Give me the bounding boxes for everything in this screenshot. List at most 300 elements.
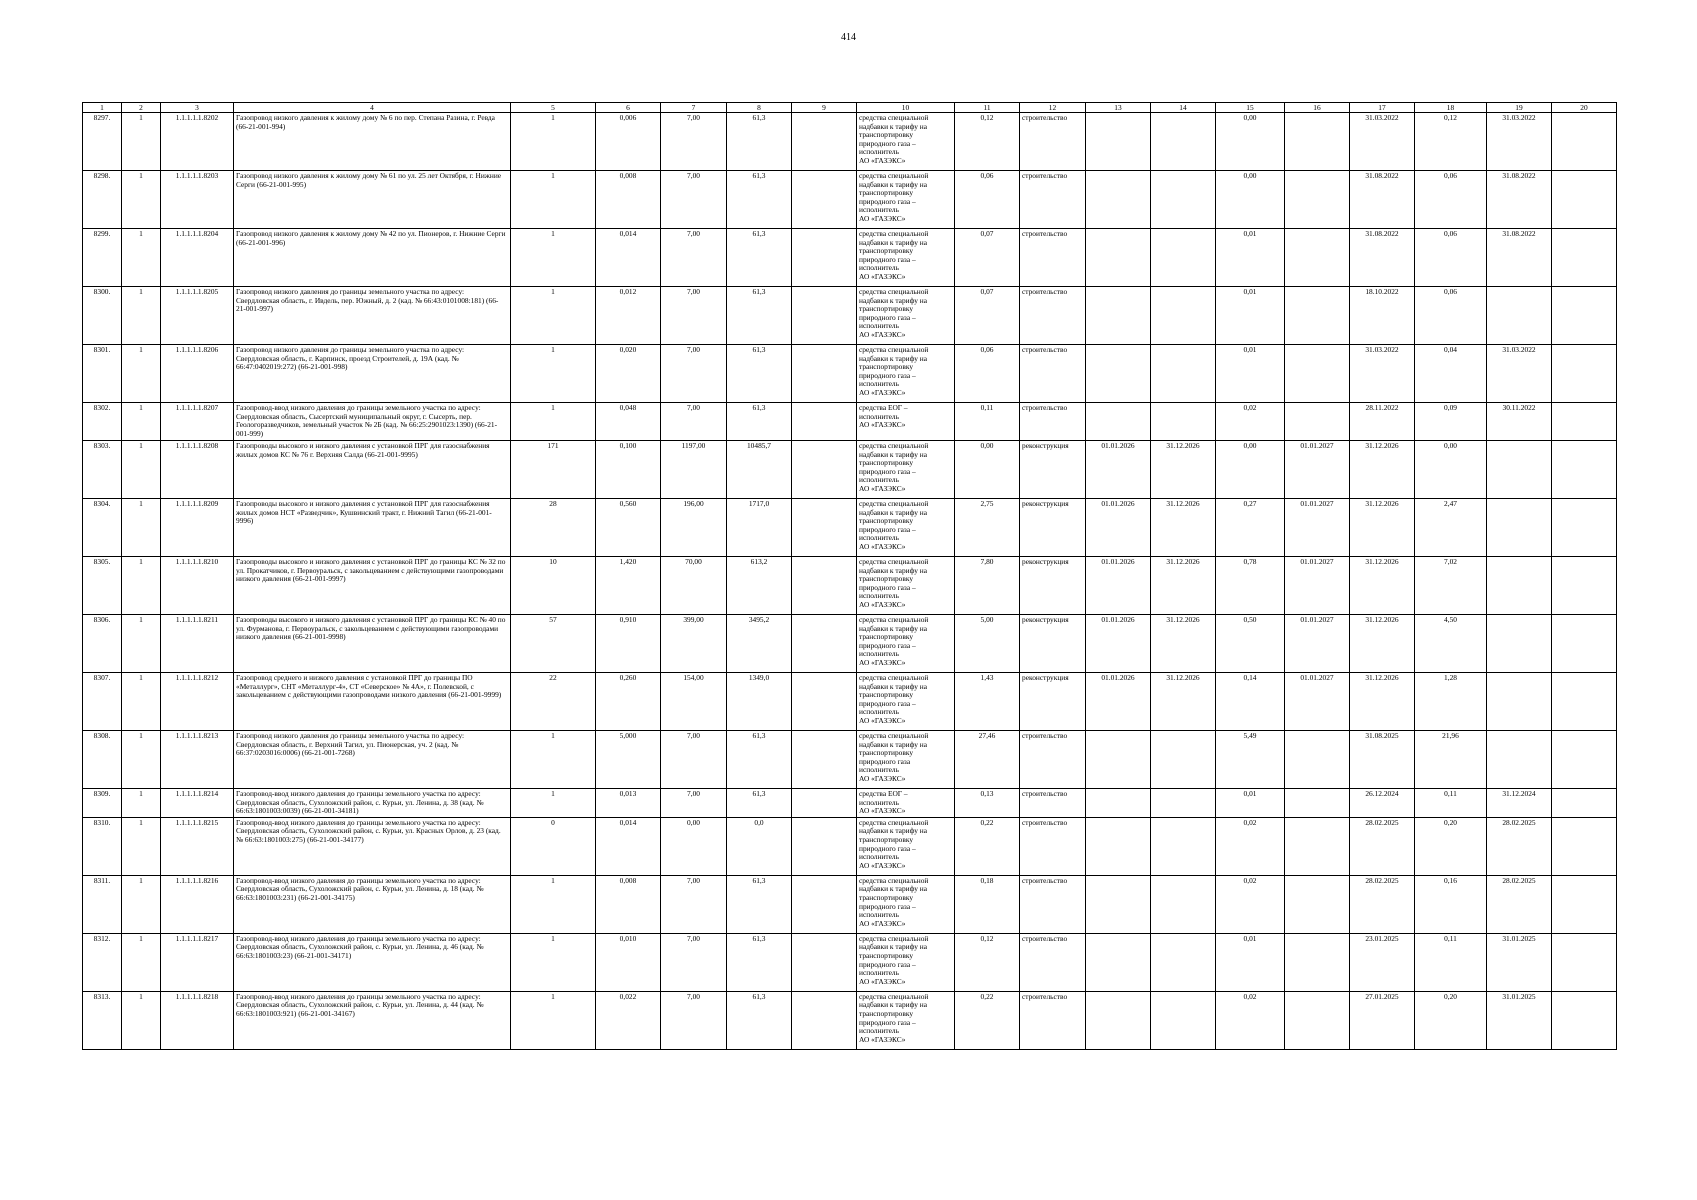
item-code-cell: 1.1.1.1.1.8203 bbox=[161, 171, 234, 229]
column-6-cell: 0,008 bbox=[596, 171, 661, 229]
column-header-19: 19 bbox=[1487, 103, 1552, 113]
start-date-cell bbox=[1086, 875, 1151, 933]
object-name-cell: Газопроводы высокого и низкого давления с установкой ПРГ до границы КС № 32 по ул. Прокатчиков, г. Первоуральск, с закольцеванием с действующими газопроводами низкого давления (66-21-001-9997) bbox=[234, 557, 511, 615]
end-date-cell bbox=[1151, 789, 1216, 818]
column-8-cell: 61,3 bbox=[727, 345, 792, 403]
column-19-cell: 31.08.2022 bbox=[1487, 171, 1552, 229]
item-code-cell: 1.1.1.1.1.8216 bbox=[161, 875, 234, 933]
column-5-cell: 1 bbox=[511, 789, 596, 818]
column-19-cell: 31.12.2024 bbox=[1487, 789, 1552, 818]
work-type-cell: строительство bbox=[1020, 933, 1086, 991]
column-6-cell: 0,006 bbox=[596, 113, 661, 171]
item-code-cell: 1.1.1.1.1.8208 bbox=[161, 441, 234, 499]
column-18-cell: 0,11 bbox=[1415, 933, 1487, 991]
object-name-cell: Газопровод низкого давления к жилому дому № 61 по ул. 25 лет Октября, г. Нижние Серги (66-21-001-995) bbox=[234, 171, 511, 229]
end-date-cell: 31.12.2026 bbox=[1151, 441, 1216, 499]
funding-source-cell: средства специальной надбавки к тарифу на транспортировку природного газа – исполнитель АО «ГАЗЭКС» bbox=[857, 441, 955, 499]
column-8-cell: 0,0 bbox=[727, 817, 792, 875]
work-type-cell: реконструкция bbox=[1020, 557, 1086, 615]
end-date-cell: 31.12.2026 bbox=[1151, 615, 1216, 673]
column-15-cell: 0,01 bbox=[1216, 345, 1285, 403]
item-code-cell: 1.1.1.1.1.8202 bbox=[161, 113, 234, 171]
column-11-cell: 0,12 bbox=[955, 933, 1020, 991]
column-11-cell: 0,06 bbox=[955, 345, 1020, 403]
funding-source-cell: средства специальной надбавки к тарифу на транспортировку природного газа – исполнитель АО «ГАЗЭКС» bbox=[857, 557, 955, 615]
item-code-cell: 1.1.1.1.1.8207 bbox=[161, 403, 234, 441]
table-row bbox=[83, 345, 1617, 403]
column-11-cell: 0,00 bbox=[955, 441, 1020, 499]
column-8-cell: 61,3 bbox=[727, 789, 792, 818]
investment-program-table bbox=[82, 102, 1617, 1050]
table-row bbox=[83, 229, 1617, 287]
funding-source-cell: средства ЕОГ – исполнитель АО «ГАЗЭКС» bbox=[857, 789, 955, 818]
column-20-cell bbox=[1552, 499, 1617, 557]
end-date-cell bbox=[1151, 287, 1216, 345]
column-6-cell: 0,013 bbox=[596, 789, 661, 818]
table-row bbox=[83, 403, 1617, 441]
column-20-cell bbox=[1552, 287, 1617, 345]
start-date-cell bbox=[1086, 171, 1151, 229]
column-16-cell bbox=[1285, 789, 1350, 818]
work-type-cell: строительство bbox=[1020, 287, 1086, 345]
end-date-cell: 31.12.2026 bbox=[1151, 673, 1216, 731]
column-18-cell: 0,06 bbox=[1415, 229, 1487, 287]
column-19-cell: 31.08.2022 bbox=[1487, 229, 1552, 287]
column-20-cell bbox=[1552, 991, 1617, 1049]
column-8-cell: 61,3 bbox=[727, 287, 792, 345]
column-7-cell: 0,00 bbox=[661, 817, 727, 875]
object-name-cell: Газопровод низкого давления к жилому дому № 42 по ул. Пионеров, г. Нижние Серги (66-21-001-996) bbox=[234, 229, 511, 287]
column-7-cell: 7,00 bbox=[661, 991, 727, 1049]
column-19-cell bbox=[1487, 287, 1552, 345]
table-row bbox=[83, 673, 1617, 731]
column-15-cell: 0,50 bbox=[1216, 615, 1285, 673]
column-7-cell: 399,00 bbox=[661, 615, 727, 673]
column-2-cell: 1 bbox=[122, 557, 161, 615]
column-20-cell bbox=[1552, 441, 1617, 499]
table-row bbox=[83, 991, 1617, 1049]
column-5-cell: 1 bbox=[511, 875, 596, 933]
item-code-cell: 1.1.1.1.1.8209 bbox=[161, 499, 234, 557]
object-name-cell: Газопроводы высокого и низкого давления с установкой ПРГ до границы КС № 40 по ул. Фурманова, г. Первоуральск, с закольцеванием с действующими газопроводами низкого давления (66-21-001-9998) bbox=[234, 615, 511, 673]
column-5-cell: 1 bbox=[511, 287, 596, 345]
table-row bbox=[83, 441, 1617, 499]
column-9-cell bbox=[792, 991, 857, 1049]
commission-date-cell: 31.03.2022 bbox=[1350, 113, 1415, 171]
column-18-cell: 0,20 bbox=[1415, 991, 1487, 1049]
column-18-cell: 0,06 bbox=[1415, 171, 1487, 229]
column-9-cell bbox=[792, 229, 857, 287]
column-16-cell bbox=[1285, 991, 1350, 1049]
column-5-cell: 1 bbox=[511, 229, 596, 287]
column-7-cell: 1197,00 bbox=[661, 441, 727, 499]
column-18-cell: 0,11 bbox=[1415, 789, 1487, 818]
column-2-cell: 1 bbox=[122, 789, 161, 818]
column-8-cell: 61,3 bbox=[727, 113, 792, 171]
column-2-cell: 1 bbox=[122, 731, 161, 789]
column-9-cell bbox=[792, 933, 857, 991]
column-2-cell: 1 bbox=[122, 229, 161, 287]
column-18-cell: 0,09 bbox=[1415, 403, 1487, 441]
end-date-cell bbox=[1151, 875, 1216, 933]
column-header-10: 10 bbox=[857, 103, 955, 113]
column-9-cell bbox=[792, 615, 857, 673]
column-6-cell: 5,000 bbox=[596, 731, 661, 789]
end-date-cell bbox=[1151, 991, 1216, 1049]
table-body bbox=[83, 113, 1617, 1050]
column-11-cell: 5,00 bbox=[955, 615, 1020, 673]
table-row bbox=[83, 933, 1617, 991]
column-20-cell bbox=[1552, 933, 1617, 991]
column-5-cell: 1 bbox=[511, 933, 596, 991]
column-2-cell: 1 bbox=[122, 403, 161, 441]
column-5-cell: 1 bbox=[511, 345, 596, 403]
table-row bbox=[83, 557, 1617, 615]
end-date-cell bbox=[1151, 731, 1216, 789]
column-2-cell: 1 bbox=[122, 345, 161, 403]
column-19-cell bbox=[1487, 731, 1552, 789]
column-19-cell: 31.03.2022 bbox=[1487, 345, 1552, 403]
funding-source-cell: средства специальной надбавки к тарифу на транспортировку природного газа – исполнитель АО «ГАЗЭКС» bbox=[857, 499, 955, 557]
commission-date-cell: 31.03.2022 bbox=[1350, 345, 1415, 403]
commission-date-cell: 31.08.2022 bbox=[1350, 171, 1415, 229]
column-5-cell: 1 bbox=[511, 731, 596, 789]
column-15-cell: 0,00 bbox=[1216, 441, 1285, 499]
column-header-15: 15 bbox=[1216, 103, 1285, 113]
row-number-cell: 8297. bbox=[83, 113, 122, 171]
column-15-cell: 5,49 bbox=[1216, 731, 1285, 789]
column-16-cell bbox=[1285, 113, 1350, 171]
funding-source-cell: средства ЕОГ – исполнитель АО «ГАЗЭКС» bbox=[857, 403, 955, 441]
row-number-cell: 8310. bbox=[83, 817, 122, 875]
commission-date-cell: 28.02.2025 bbox=[1350, 817, 1415, 875]
work-type-cell: строительство bbox=[1020, 731, 1086, 789]
column-7-cell: 70,00 bbox=[661, 557, 727, 615]
column-7-cell: 7,00 bbox=[661, 875, 727, 933]
commission-date-cell: 31.12.2026 bbox=[1350, 557, 1415, 615]
column-16-cell: 01.01.2027 bbox=[1285, 557, 1350, 615]
row-number-cell: 8304. bbox=[83, 499, 122, 557]
column-6-cell: 0,560 bbox=[596, 499, 661, 557]
column-15-cell: 0,01 bbox=[1216, 933, 1285, 991]
column-8-cell: 61,3 bbox=[727, 229, 792, 287]
column-7-cell: 7,00 bbox=[661, 933, 727, 991]
column-15-cell: 0,27 bbox=[1216, 499, 1285, 557]
funding-source-cell: средства специальной надбавки к тарифу на транспортировку природного газа – исполнитель АО «ГАЗЭКС» bbox=[857, 345, 955, 403]
column-2-cell: 1 bbox=[122, 933, 161, 991]
item-code-cell: 1.1.1.1.1.8214 bbox=[161, 789, 234, 818]
item-code-cell: 1.1.1.1.1.8206 bbox=[161, 345, 234, 403]
row-number-cell: 8300. bbox=[83, 287, 122, 345]
column-18-cell: 21,96 bbox=[1415, 731, 1487, 789]
column-6-cell: 0,022 bbox=[596, 991, 661, 1049]
funding-source-cell: средства специальной надбавки к тарифу на транспортировку природного газа – исполнитель АО «ГАЗЭКС» bbox=[857, 615, 955, 673]
start-date-cell bbox=[1086, 345, 1151, 403]
column-19-cell: 28.02.2025 bbox=[1487, 875, 1552, 933]
column-8-cell: 1717,0 bbox=[727, 499, 792, 557]
column-8-cell: 61,3 bbox=[727, 171, 792, 229]
column-11-cell: 0,22 bbox=[955, 817, 1020, 875]
item-code-cell: 1.1.1.1.1.8210 bbox=[161, 557, 234, 615]
work-type-cell: строительство bbox=[1020, 875, 1086, 933]
start-date-cell bbox=[1086, 817, 1151, 875]
column-header-11: 11 bbox=[955, 103, 1020, 113]
funding-source-cell: средства специальной надбавки к тарифу на транспортировку природного газа – исполнитель АО «ГАЗЭКС» bbox=[857, 875, 955, 933]
column-18-cell: 0,04 bbox=[1415, 345, 1487, 403]
column-11-cell: 0,13 bbox=[955, 789, 1020, 818]
column-15-cell: 0,02 bbox=[1216, 875, 1285, 933]
item-code-cell: 1.1.1.1.1.8212 bbox=[161, 673, 234, 731]
column-7-cell: 7,00 bbox=[661, 731, 727, 789]
funding-source-cell: средства специальной надбавки к тарифу на транспортировку природного газа – исполнитель АО «ГАЗЭКС» bbox=[857, 287, 955, 345]
column-2-cell: 1 bbox=[122, 499, 161, 557]
funding-source-cell: средства специальной надбавки к тарифу на транспортировку природного газа исполнитель АО «ГАЗЭКС» bbox=[857, 731, 955, 789]
object-name-cell: Газопровод среднего и низкого давления с установкой ПРГ до границы ПО «Металлург», СНТ «Металлург-4», СТ «Северское» № 4А», г. Полевской, с закольцеванием с действующими газопроводами низкого давления (66-21-001-9999) bbox=[234, 673, 511, 731]
column-15-cell: 0,01 bbox=[1216, 789, 1285, 818]
column-11-cell: 0,11 bbox=[955, 403, 1020, 441]
column-9-cell bbox=[792, 817, 857, 875]
column-header-4: 4 bbox=[234, 103, 511, 113]
row-number-cell: 8309. bbox=[83, 789, 122, 818]
column-15-cell: 0,02 bbox=[1216, 817, 1285, 875]
column-9-cell bbox=[792, 557, 857, 615]
end-date-cell bbox=[1151, 933, 1216, 991]
row-number-cell: 8303. bbox=[83, 441, 122, 499]
column-11-cell: 2,75 bbox=[955, 499, 1020, 557]
column-5-cell: 1 bbox=[511, 991, 596, 1049]
column-20-cell bbox=[1552, 615, 1617, 673]
end-date-cell bbox=[1151, 229, 1216, 287]
end-date-cell bbox=[1151, 171, 1216, 229]
commission-date-cell: 26.12.2024 bbox=[1350, 789, 1415, 818]
table-row bbox=[83, 615, 1617, 673]
column-7-cell: 7,00 bbox=[661, 171, 727, 229]
column-11-cell: 0,18 bbox=[955, 875, 1020, 933]
start-date-cell bbox=[1086, 933, 1151, 991]
row-number-cell: 8306. bbox=[83, 615, 122, 673]
column-7-cell: 7,00 bbox=[661, 345, 727, 403]
commission-date-cell: 31.12.2026 bbox=[1350, 441, 1415, 499]
work-type-cell: реконструкция bbox=[1020, 499, 1086, 557]
column-9-cell bbox=[792, 403, 857, 441]
column-11-cell: 0,06 bbox=[955, 171, 1020, 229]
work-type-cell: строительство bbox=[1020, 229, 1086, 287]
column-16-cell bbox=[1285, 287, 1350, 345]
column-header-14: 14 bbox=[1151, 103, 1216, 113]
object-name-cell: Газопровод низкого давления до границы земельного участка по адресу: Свердловская область, г. Ивдель, пер. Южный, д. 2 (кад. № 66:43:0101008:181) (66-21-001-997) bbox=[234, 287, 511, 345]
column-19-cell bbox=[1487, 499, 1552, 557]
column-16-cell bbox=[1285, 933, 1350, 991]
start-date-cell: 01.01.2026 bbox=[1086, 499, 1151, 557]
column-11-cell: 0,07 bbox=[955, 229, 1020, 287]
column-header-1: 1 bbox=[83, 103, 122, 113]
end-date-cell: 31.12.2026 bbox=[1151, 557, 1216, 615]
commission-date-cell: 31.08.2025 bbox=[1350, 731, 1415, 789]
column-9-cell bbox=[792, 731, 857, 789]
column-7-cell: 7,00 bbox=[661, 789, 727, 818]
start-date-cell bbox=[1086, 403, 1151, 441]
column-6-cell: 0,012 bbox=[596, 287, 661, 345]
column-15-cell: 0,14 bbox=[1216, 673, 1285, 731]
column-header-20: 20 bbox=[1552, 103, 1617, 113]
column-7-cell: 7,00 bbox=[661, 287, 727, 345]
start-date-cell bbox=[1086, 229, 1151, 287]
object-name-cell: Газопровод-ввод низкого давления до границы земельного участка по адресу: Свердловская область, Сухоложский район, с. Курьи, ул. Ленина, д. 18 (кад. № 66:63:1801003:231) (66-21-001-34175) bbox=[234, 875, 511, 933]
funding-source-cell: средства специальной надбавки к тарифу на транспортировку природного газа – исполнитель АО «ГАЗЭКС» bbox=[857, 817, 955, 875]
object-name-cell: Газопроводы высокого и низкого давления с установкой ПРГ для газоснабжения жилых домов КС № 76 г. Верхняя Салда (66-21-001-9995) bbox=[234, 441, 511, 499]
commission-date-cell: 27.01.2025 bbox=[1350, 991, 1415, 1049]
column-header-13: 13 bbox=[1086, 103, 1151, 113]
column-16-cell bbox=[1285, 817, 1350, 875]
column-11-cell: 0,22 bbox=[955, 991, 1020, 1049]
column-15-cell: 0,00 bbox=[1216, 171, 1285, 229]
column-5-cell: 10 bbox=[511, 557, 596, 615]
column-18-cell: 1,28 bbox=[1415, 673, 1487, 731]
column-2-cell: 1 bbox=[122, 615, 161, 673]
column-15-cell: 0,02 bbox=[1216, 991, 1285, 1049]
column-8-cell: 61,3 bbox=[727, 875, 792, 933]
column-16-cell: 01.01.2027 bbox=[1285, 441, 1350, 499]
column-9-cell bbox=[792, 171, 857, 229]
row-number-cell: 8308. bbox=[83, 731, 122, 789]
column-19-cell: 31.01.2025 bbox=[1487, 933, 1552, 991]
column-2-cell: 1 bbox=[122, 171, 161, 229]
commission-date-cell: 31.12.2026 bbox=[1350, 615, 1415, 673]
table-row bbox=[83, 731, 1617, 789]
column-5-cell: 1 bbox=[511, 113, 596, 171]
start-date-cell bbox=[1086, 113, 1151, 171]
object-name-cell: Газопровод-ввод низкого давления до границы земельного участка по адресу: Свердловская область, Сысертский муниципальный округ, г. Сысерть, пер. Геологоразведчиков, земельный участок № 2Б (кад. № 66:25:2901023:1390) (66-21-001-999) bbox=[234, 403, 511, 441]
start-date-cell: 01.01.2026 bbox=[1086, 615, 1151, 673]
column-8-cell: 61,3 bbox=[727, 731, 792, 789]
start-date-cell bbox=[1086, 991, 1151, 1049]
column-5-cell: 57 bbox=[511, 615, 596, 673]
end-date-cell bbox=[1151, 817, 1216, 875]
column-9-cell bbox=[792, 673, 857, 731]
column-19-cell: 31.03.2022 bbox=[1487, 113, 1552, 171]
column-9-cell bbox=[792, 287, 857, 345]
column-18-cell: 0,20 bbox=[1415, 817, 1487, 875]
row-number-cell: 8299. bbox=[83, 229, 122, 287]
commission-date-cell: 28.11.2022 bbox=[1350, 403, 1415, 441]
column-18-cell: 2,47 bbox=[1415, 499, 1487, 557]
commission-date-cell: 28.02.2025 bbox=[1350, 875, 1415, 933]
end-date-cell bbox=[1151, 403, 1216, 441]
column-5-cell: 1 bbox=[511, 171, 596, 229]
row-number-cell: 8312. bbox=[83, 933, 122, 991]
column-header-16: 16 bbox=[1285, 103, 1350, 113]
start-date-cell bbox=[1086, 789, 1151, 818]
column-20-cell bbox=[1552, 875, 1617, 933]
column-number-header-row bbox=[83, 103, 1617, 113]
column-11-cell: 0,12 bbox=[955, 113, 1020, 171]
column-2-cell: 1 bbox=[122, 441, 161, 499]
column-6-cell: 0,008 bbox=[596, 875, 661, 933]
start-date-cell bbox=[1086, 287, 1151, 345]
column-16-cell bbox=[1285, 731, 1350, 789]
column-20-cell bbox=[1552, 171, 1617, 229]
column-11-cell: 0,07 bbox=[955, 287, 1020, 345]
funding-source-cell: средства специальной надбавки к тарифу на транспортировку природного газа – исполнитель АО «ГАЗЭКС» bbox=[857, 171, 955, 229]
row-number-cell: 8302. bbox=[83, 403, 122, 441]
start-date-cell bbox=[1086, 731, 1151, 789]
column-19-cell: 30.11.2022 bbox=[1487, 403, 1552, 441]
column-18-cell: 7,02 bbox=[1415, 557, 1487, 615]
column-9-cell bbox=[792, 345, 857, 403]
table-row bbox=[83, 171, 1617, 229]
column-15-cell: 0,02 bbox=[1216, 403, 1285, 441]
column-header-12: 12 bbox=[1020, 103, 1086, 113]
column-20-cell bbox=[1552, 113, 1617, 171]
column-7-cell: 7,00 bbox=[661, 113, 727, 171]
column-9-cell bbox=[792, 789, 857, 818]
column-16-cell bbox=[1285, 403, 1350, 441]
column-19-cell bbox=[1487, 673, 1552, 731]
column-header-7: 7 bbox=[661, 103, 727, 113]
column-18-cell: 0,00 bbox=[1415, 441, 1487, 499]
column-6-cell: 0,014 bbox=[596, 817, 661, 875]
column-6-cell: 0,100 bbox=[596, 441, 661, 499]
table-row bbox=[83, 113, 1617, 171]
column-20-cell bbox=[1552, 229, 1617, 287]
column-15-cell: 0,01 bbox=[1216, 287, 1285, 345]
column-header-17: 17 bbox=[1350, 103, 1415, 113]
column-16-cell bbox=[1285, 171, 1350, 229]
column-16-cell: 01.01.2027 bbox=[1285, 499, 1350, 557]
column-7-cell: 196,00 bbox=[661, 499, 727, 557]
column-18-cell: 0,16 bbox=[1415, 875, 1487, 933]
column-20-cell bbox=[1552, 817, 1617, 875]
end-date-cell bbox=[1151, 345, 1216, 403]
commission-date-cell: 31.12.2026 bbox=[1350, 499, 1415, 557]
end-date-cell: 31.12.2026 bbox=[1151, 499, 1216, 557]
column-6-cell: 0,048 bbox=[596, 403, 661, 441]
object-name-cell: Газопровод низкого давления до границы земельного участка по адресу: Свердловская область, г. Верхний Тагил, ул. Пионерская, уч. 2 (кад. № 66:37:0203016:0006) (66-21-001-7268) bbox=[234, 731, 511, 789]
work-type-cell: строительство bbox=[1020, 817, 1086, 875]
column-19-cell: 28.02.2025 bbox=[1487, 817, 1552, 875]
item-code-cell: 1.1.1.1.1.8211 bbox=[161, 615, 234, 673]
row-number-cell: 8305. bbox=[83, 557, 122, 615]
column-8-cell: 61,3 bbox=[727, 403, 792, 441]
table-row bbox=[83, 817, 1617, 875]
column-6-cell: 0,260 bbox=[596, 673, 661, 731]
column-9-cell bbox=[792, 441, 857, 499]
column-7-cell: 7,00 bbox=[661, 403, 727, 441]
column-header-18: 18 bbox=[1415, 103, 1487, 113]
end-date-cell bbox=[1151, 113, 1216, 171]
item-code-cell: 1.1.1.1.1.8215 bbox=[161, 817, 234, 875]
start-date-cell: 01.01.2026 bbox=[1086, 441, 1151, 499]
column-8-cell: 61,3 bbox=[727, 933, 792, 991]
row-number-cell: 8313. bbox=[83, 991, 122, 1049]
column-16-cell bbox=[1285, 229, 1350, 287]
column-11-cell: 1,43 bbox=[955, 673, 1020, 731]
column-19-cell bbox=[1487, 615, 1552, 673]
column-header-2: 2 bbox=[122, 103, 161, 113]
column-15-cell: 0,01 bbox=[1216, 229, 1285, 287]
column-11-cell: 7,80 bbox=[955, 557, 1020, 615]
start-date-cell: 01.01.2026 bbox=[1086, 673, 1151, 731]
column-9-cell bbox=[792, 875, 857, 933]
column-16-cell bbox=[1285, 345, 1350, 403]
column-5-cell: 171 bbox=[511, 441, 596, 499]
object-name-cell: Газопровод-ввод низкого давления до границы земельного участка по адресу: Свердловская область, Сухоложский район, с. Курьи, ул. Ленина, д. 38 (кад. № 66:63:1801003:0039) (66-21-001-34181) bbox=[234, 789, 511, 818]
column-9-cell bbox=[792, 113, 857, 171]
table-row bbox=[83, 875, 1617, 933]
column-20-cell bbox=[1552, 403, 1617, 441]
column-20-cell bbox=[1552, 789, 1617, 818]
table-row bbox=[83, 789, 1617, 818]
